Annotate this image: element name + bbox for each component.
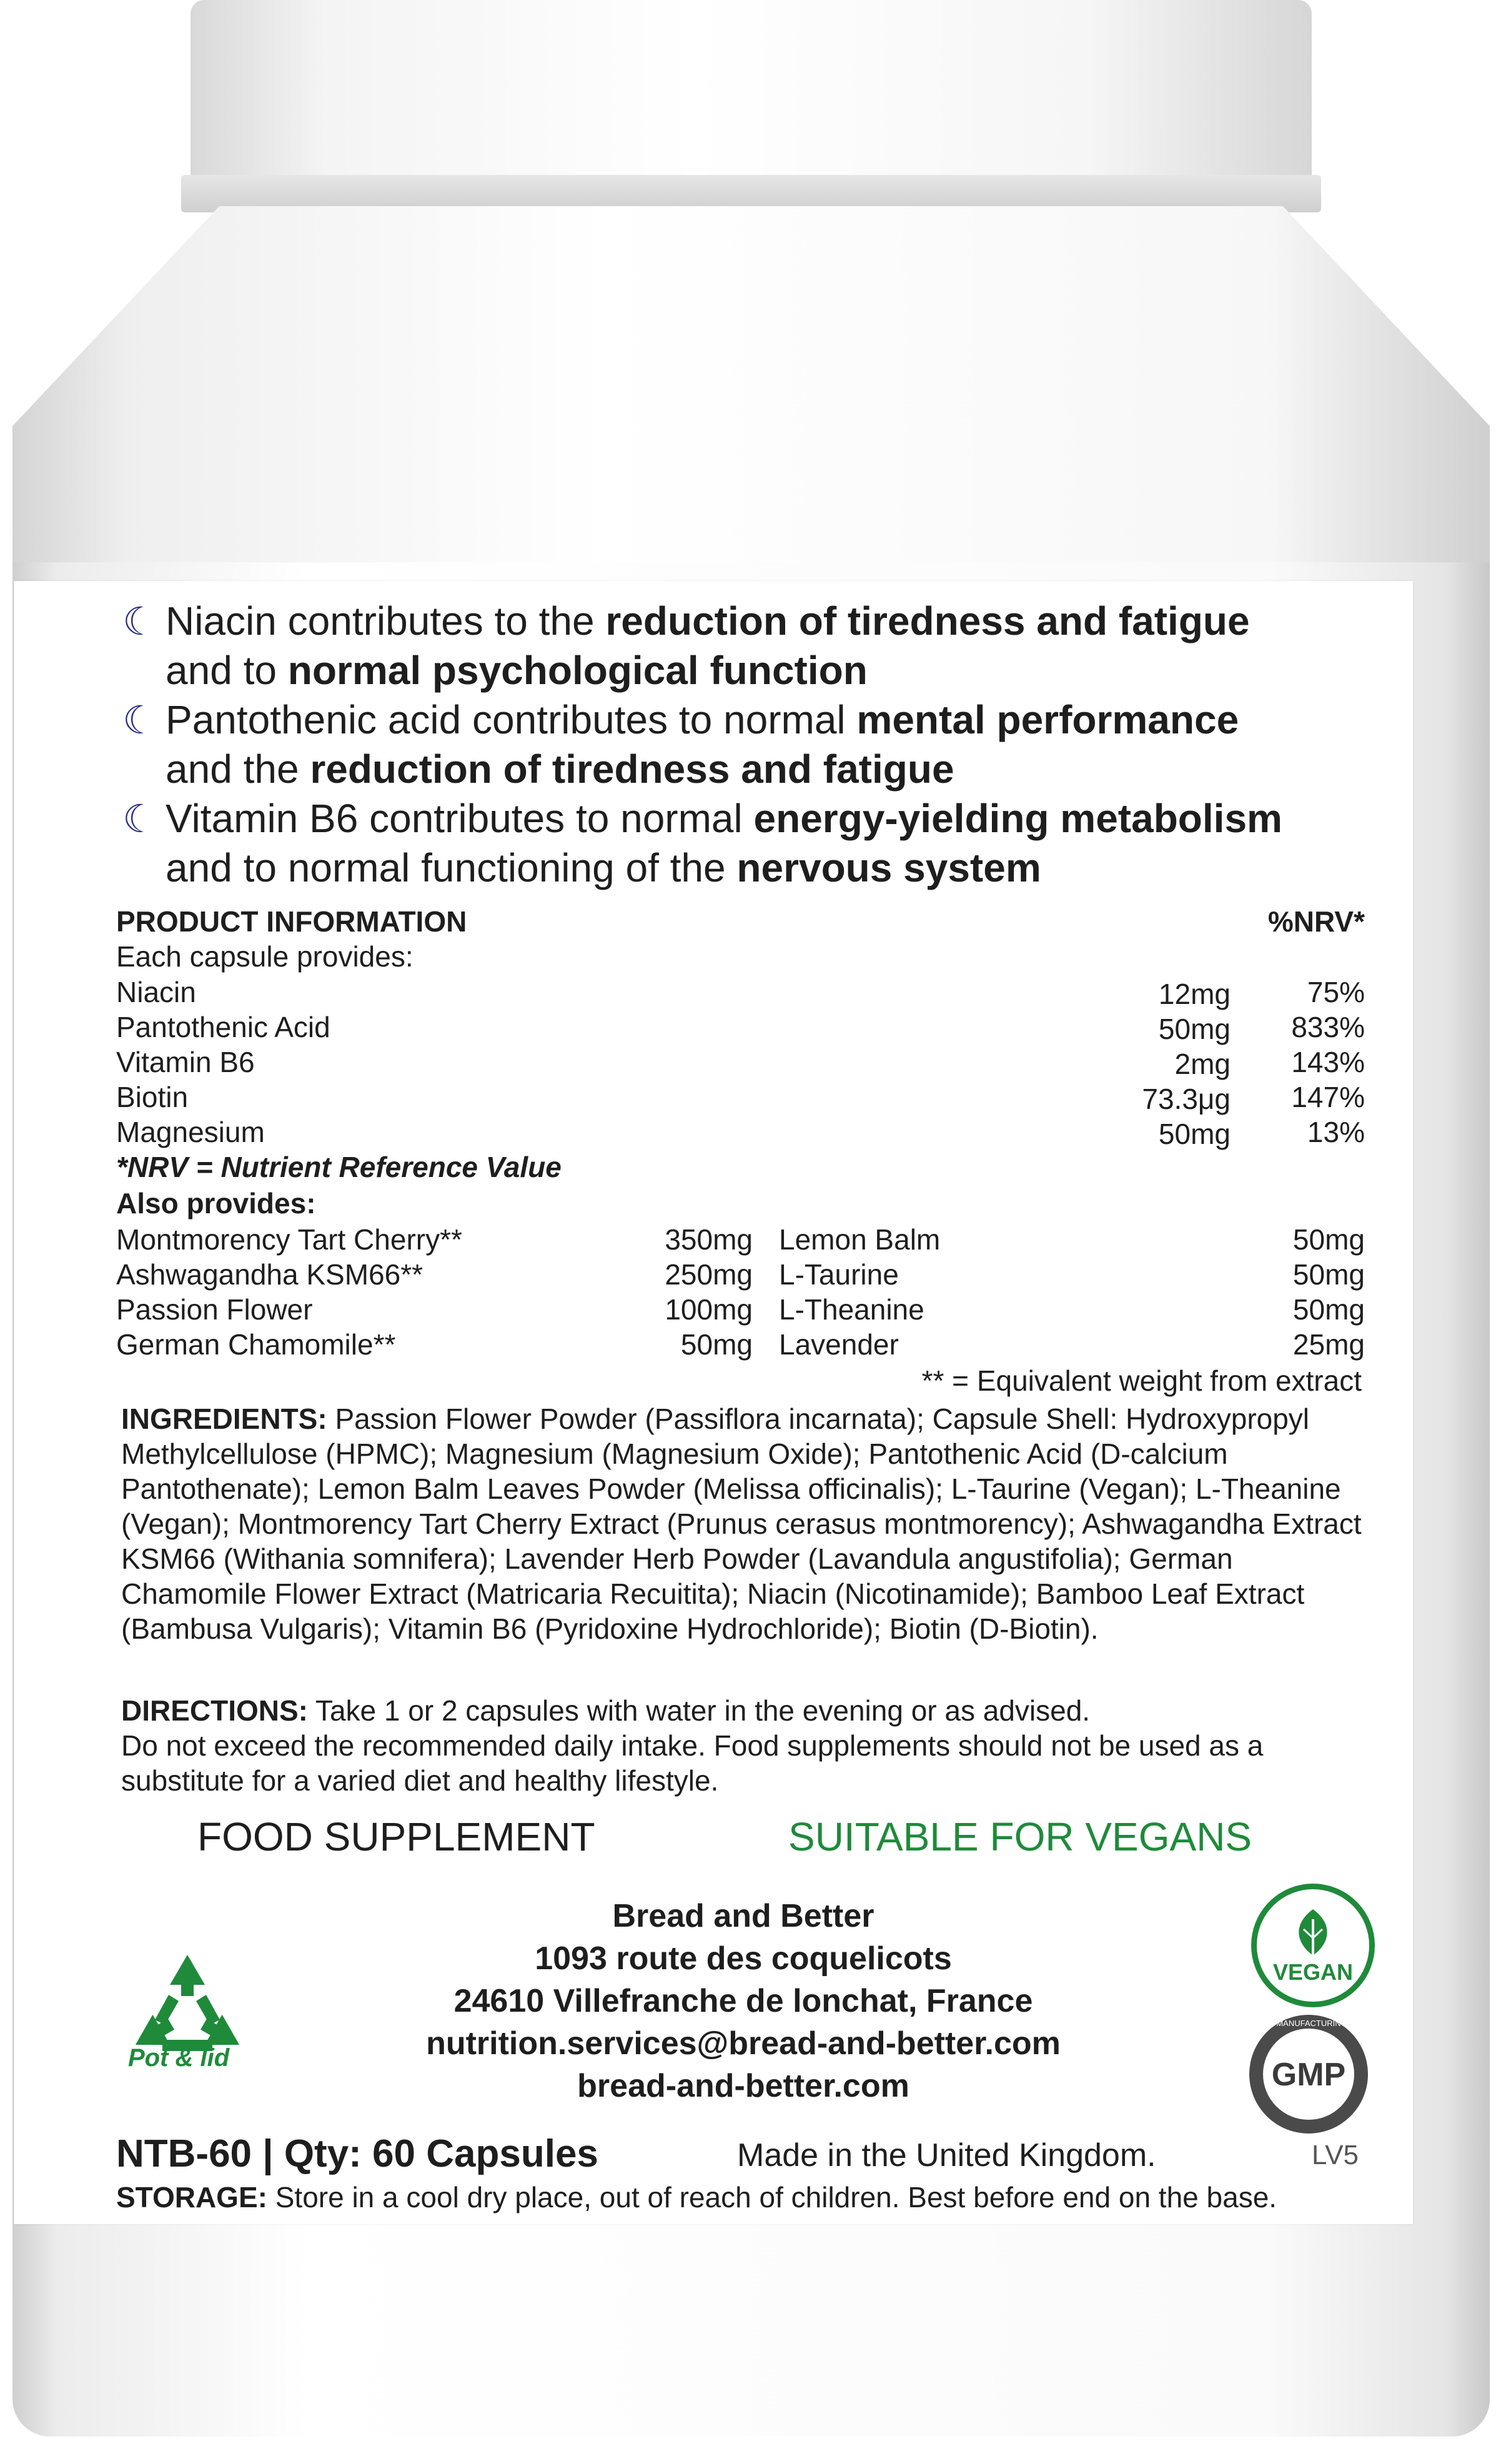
made-in: Made in the United Kingdom. <box>737 2137 1156 2173</box>
nutrient-name: Magnesium <box>116 1116 265 1148</box>
claim-text: Vitamin B6 contributes to normal <box>166 796 754 841</box>
moon-icon: ☾ <box>122 699 157 742</box>
nutrient-nrv: 13% <box>1307 1116 1365 1148</box>
extra-name: Lavender <box>779 1328 899 1361</box>
extra-amount: 100mg <box>665 1293 753 1326</box>
company-address <box>375 1895 1112 2107</box>
label-version: LV5 <box>1312 2140 1359 2170</box>
vegan-badge-label: VEGAN <box>1272 1959 1354 1985</box>
moon-icon: ☾ <box>122 600 157 643</box>
nutrient-name: Biotin <box>116 1081 189 1113</box>
ingredients <box>121 1401 1377 1646</box>
extra-name: German Chamomile** <box>116 1328 396 1361</box>
extra-name: Lemon Balm <box>779 1223 941 1256</box>
leaf-icon <box>1285 1907 1341 1957</box>
extra-amount: 350mg <box>665 1223 753 1256</box>
nutrient-nrv: 147% <box>1291 1081 1365 1113</box>
address-city: 24610 Villefranche de lonchat, France <box>453 1983 1033 2019</box>
claim-bold: normal psychological function <box>287 648 868 693</box>
nutrient-amount: 50mg <box>1158 1118 1231 1150</box>
storage <box>116 2180 1277 2214</box>
bottle-lid <box>191 0 1312 203</box>
claim-2-line-2 <box>166 745 954 794</box>
extra-amount: 50mg <box>1292 1223 1365 1256</box>
claim-text: Niacin contributes to the <box>166 599 606 643</box>
claim-bold: reduction of tiredness and fatigue <box>310 747 954 792</box>
claim-bold: energy-yielding metabolism <box>753 796 1282 841</box>
directions-warning: Do not exceed the recommended daily intake. Food supplements should not be used as a substitute for a varied diet and healthy lifestyle. <box>121 1729 1264 1797</box>
nutrient-name: Vitamin B6 <box>116 1046 255 1078</box>
extra-amount: 50mg <box>680 1328 753 1361</box>
extra-name: Montmorency Tart Cherry** <box>116 1223 462 1256</box>
extra-name: L-Taurine <box>779 1258 899 1291</box>
nrv-note: *NRV = Nutrient Reference Value <box>116 1151 562 1183</box>
storage-label: STORAGE: <box>116 2181 267 2213</box>
gmp-badge-label: GMP <box>1271 2057 1346 2093</box>
bottle-shoulder <box>12 206 1490 606</box>
claim-2-line-1 <box>166 695 1239 745</box>
claim-text: and to normal functioning of the <box>166 845 737 890</box>
directions-label: DIRECTIONS: <box>121 1694 308 1727</box>
claim-bold: mental performance <box>856 697 1239 742</box>
nutrient-nrv: 833% <box>1291 1011 1365 1043</box>
nutrient-amount: 50mg <box>1158 1013 1231 1045</box>
directions-text: Take 1 or 2 capsules with water in the evening or as advised. <box>315 1694 1091 1727</box>
suitable-for-vegans-label: SUITABLE FOR VEGANS <box>788 1814 1252 1859</box>
nutrient-name: Pantothenic Acid <box>116 1011 330 1043</box>
nutrient-nrv: 75% <box>1307 976 1365 1008</box>
nutrient-amount: 73.3μg <box>1142 1083 1231 1115</box>
extra-name: Ashwagandha KSM66** <box>116 1258 423 1291</box>
claim-bold: nervous system <box>736 845 1041 890</box>
extra-name: L-Theanine <box>779 1293 924 1326</box>
moon-icon: ☾ <box>122 798 157 841</box>
nutrient-amount: 2mg <box>1174 1048 1231 1080</box>
extra-name: Passion Flower <box>116 1293 313 1326</box>
ingredients-label: INGREDIENTS: <box>121 1403 327 1435</box>
gmp-ring-text: GOOD MANUFACTURING PRACTICE <box>1249 2019 1391 2028</box>
nutrient-amount: 12mg <box>1158 978 1231 1010</box>
also-provides-heading: Also provides: <box>116 1187 316 1220</box>
extra-amount: 50mg <box>1292 1258 1365 1291</box>
claim-text: and to <box>166 648 288 693</box>
product-code: NTB-60 | Qty: 60 Capsules <box>116 2132 598 2175</box>
extract-note: ** = Equivalent weight from extract <box>921 1364 1362 1397</box>
claim-3-line-1 <box>166 794 1282 843</box>
claim-text: Pantothenic acid contributes to normal <box>166 697 857 742</box>
company-name: Bread and Better <box>612 1898 874 1934</box>
recycle-caption: Pot & lid <box>128 2044 230 2072</box>
claim-1-line-2 <box>166 646 868 695</box>
extra-amount: 25mg <box>1292 1328 1365 1361</box>
nrv-heading: %NRV* <box>1267 905 1365 938</box>
product-info-heading: PRODUCT INFORMATION <box>116 905 467 938</box>
vegan-badge <box>1251 1884 1375 2007</box>
each-capsule-provides: Each capsule provides: <box>116 940 414 973</box>
claim-text: and the <box>166 747 310 792</box>
claim-1-line-1 <box>166 597 1250 646</box>
nutrient-name: Niacin <box>116 976 196 1008</box>
address-street: 1093 route des coquelicots <box>535 1940 952 1977</box>
extra-amount: 50mg <box>1292 1293 1365 1326</box>
directions <box>121 1693 1377 1798</box>
company-website: bread-and-better.com <box>577 2068 909 2104</box>
claim-bold: reduction of tiredness and fatigue <box>605 599 1250 643</box>
company-email: nutrition.services@bread-and-better.com <box>426 2025 1061 2062</box>
gmp-badge <box>1249 2015 1391 2134</box>
extra-amount: 250mg <box>665 1258 753 1291</box>
storage-text: Store in a cool dry place, out of reach of children. Best before end on the base. <box>275 2181 1277 2213</box>
claim-3-line-2 <box>166 843 1041 893</box>
food-supplement-label: FOOD SUPPLEMENT <box>197 1814 595 1859</box>
ingredients-text: Passion Flower Powder (Passiflora incarnata); Capsule Shell: Hydroxypropyl Methylcellulose (HPMC); Magnesium (Magnesium Oxide); Pantothenic Acid (D-calcium Pantothenate); Lemon Balm Leaves Powder (Melissa officinalis); L-Taurine (Vegan); L-Theanine (Vegan); Montmorency Tart Cherry Extract (Prunus cerasus montmorency); Ashwagandha Extract KSM66 (Withania somnifera); Lavender Herb Powder (Lavandula angustifolia); German Chamomile Flower Extract (Matricaria Recuitita); Niacin (Nicotinamide); Bamboo Leaf Extract (Bambusa Vulgaris); Vitamin B6 (Pyridoxine Hydrochloride); Biotin (D-Biotin). <box>121 1403 1362 1645</box>
nutrient-nrv: 143% <box>1291 1046 1365 1078</box>
